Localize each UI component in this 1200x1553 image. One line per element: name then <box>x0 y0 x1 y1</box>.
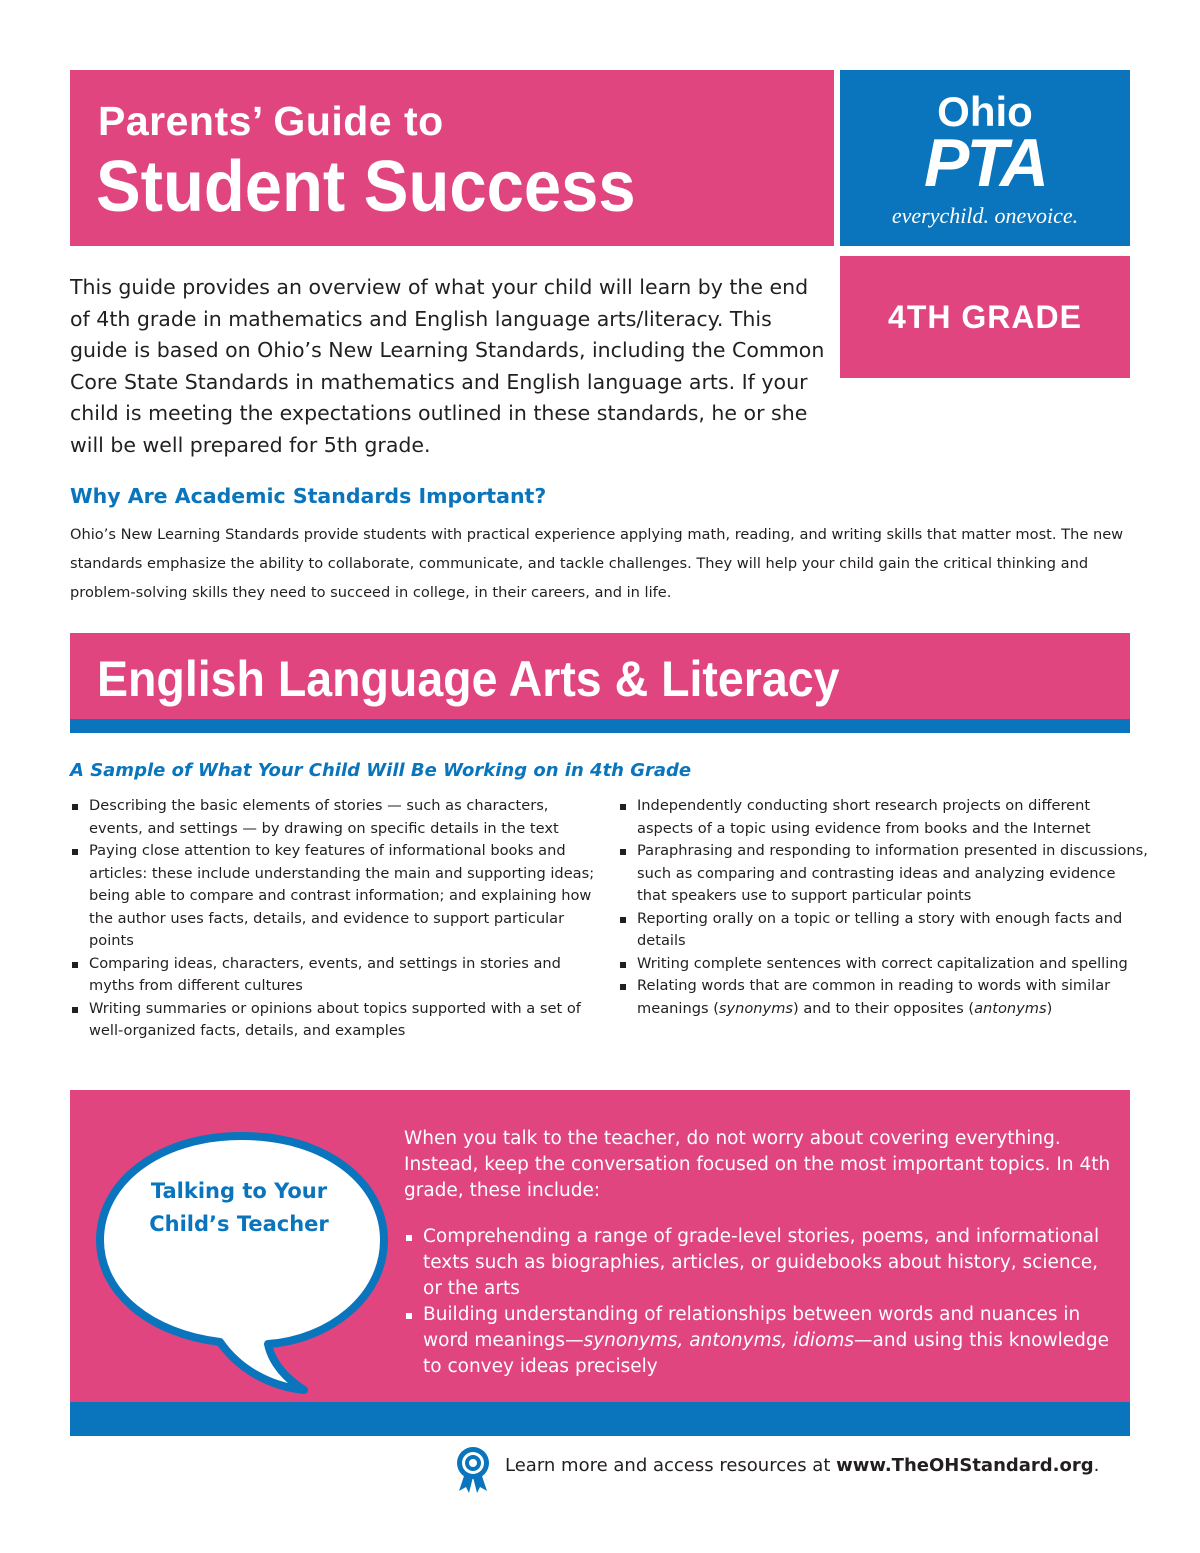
list-item-text: Comparing ideas, characters, events, and settings in stories and myths from different cultures <box>89 954 561 994</box>
list-item-text: Building understanding of relationships between words and nuances in word meanings— <box>423 1304 1081 1351</box>
logo-ohio-text: Ohio <box>937 88 1033 135</box>
ribbon-seal-icon <box>453 1445 493 1493</box>
bullet-icon <box>72 849 78 855</box>
list-item <box>70 795 600 840</box>
logo-tagline: everychild. onevoice. <box>891 203 1079 228</box>
speech-bubble-icon <box>92 1128 392 1398</box>
list-item-text: Describing the basic elements of stories — such as characters, events, and settings — by drawing on specific details in the text <box>89 797 559 837</box>
list-item-text: Reporting orally on a topic or telling a story with enough facts and details <box>637 909 1123 949</box>
synonyms-term: synonyms <box>718 999 794 1017</box>
bullet-icon <box>406 1235 412 1241</box>
list-item <box>70 998 600 1043</box>
ela-list-left <box>70 795 600 1043</box>
teacher-talk-intro: When you talk to the teacher, do not worry about covering everything. Instead, keep the conversation focused on the most important topics. In 4th grade, these include: <box>404 1128 1111 1201</box>
bullet-icon <box>72 962 78 968</box>
list-item-text: —and using this knowledge to convey ideas precisely <box>423 1330 1109 1377</box>
bullet-icon <box>620 984 626 990</box>
list-item <box>70 953 600 998</box>
bullet-icon <box>72 1007 78 1013</box>
list-item <box>404 1224 1114 1302</box>
list-item <box>618 908 1148 953</box>
bullet-icon <box>620 917 626 923</box>
list-item-text: ) and to their opposites ( <box>793 999 975 1017</box>
list-item <box>70 840 600 953</box>
list-item-text: ) <box>1046 999 1053 1017</box>
intro-paragraph: This guide provides an overview of what your child will learn by the end of 4th grade in mathematics and English language arts/literacy. This guide is based on Ohio’s New Learning Standards, including the Common Core State Standards in mathematics and English language arts. If your child is meeting the expectations outlined in these standards, he or she will be well prepared for 5th grade. <box>70 275 825 457</box>
bullet-icon <box>620 962 626 968</box>
list-item-text: Paying close attention to key features of informational books and articles: these include understanding the main and supporting ideas; being able to compare and contrast information; and explaining how the author uses facts, details, and evidence to support particular points <box>89 842 595 949</box>
ohio-pta-logo <box>840 70 1130 246</box>
list-item-text: Writing complete sentences with correct capitalization and spelling <box>637 954 1128 972</box>
list-item-text: Relating words that are common in reading to words with similar meanings ( <box>637 977 1111 1017</box>
list-item-text: Writing summaries or opinions about topics supported with a set of well-organized facts, details, and examples <box>89 999 581 1039</box>
ela-list-right <box>618 795 1148 1020</box>
footer-text <box>505 1455 1099 1476</box>
bullet-icon <box>72 804 78 810</box>
ela-section-title: English Language Arts & Literacy <box>97 651 840 707</box>
footer-website-link[interactable]: www.TheOHStandard.org <box>836 1455 1094 1476</box>
list-item <box>404 1302 1114 1380</box>
list-item <box>618 975 1148 1020</box>
ela-banner-stripe <box>70 719 1130 733</box>
footer-period: . <box>1093 1455 1100 1476</box>
sample-heading: A Sample of What Your Child Will Be Working on in 4th Grade <box>70 760 692 781</box>
teacher-talk-stripe <box>70 1402 1130 1436</box>
footer-prefix: Learn more and access resources at <box>505 1455 837 1476</box>
list-item <box>618 795 1148 840</box>
list-item-text: Paraphrasing and responding to information presented in discussions, such as comparing and contrasting ideas and analyzing evidence that speakers use to support particular points <box>637 842 1148 904</box>
list-item <box>618 953 1148 976</box>
why-heading: Why Are Academic Standards Important? <box>70 484 547 508</box>
bullet-icon <box>620 849 626 855</box>
logo-pta-text: PTA <box>924 125 1046 201</box>
page-title: Student Success <box>96 147 636 227</box>
why-paragraph: Ohio’s New Learning Standards provide students with practical experience applying math, reading, and writing skills that matter most. The new standards emphasize the ability to collaborate, communicate, and tackle challenges. They will help your child gain the critical thinking and problem-solving skills they need to succeed in college, in their careers, and in life. <box>70 526 1124 601</box>
teacher-talk-list <box>404 1224 1114 1380</box>
word-terms: synonyms, antonyms, idioms <box>583 1330 855 1351</box>
bubble-title: Talking to Your Child’s Teacher <box>149 1179 329 1236</box>
grade-badge: 4TH GRADE <box>840 256 1130 378</box>
list-item <box>618 840 1148 908</box>
list-item-text: Comprehending a range of grade-level stories, poems, and informational texts such as biographies, articles, or guidebooks about history, science, or the arts <box>423 1226 1100 1299</box>
bullet-icon <box>620 804 626 810</box>
list-item-text: Independently conducting short research projects on different aspects of a topic using evidence from books and the Internet <box>637 797 1091 837</box>
bullet-icon <box>406 1313 412 1319</box>
antonyms-term: antonyms <box>974 999 1047 1017</box>
title-subtitle: Parents’ Guide to <box>98 98 444 144</box>
